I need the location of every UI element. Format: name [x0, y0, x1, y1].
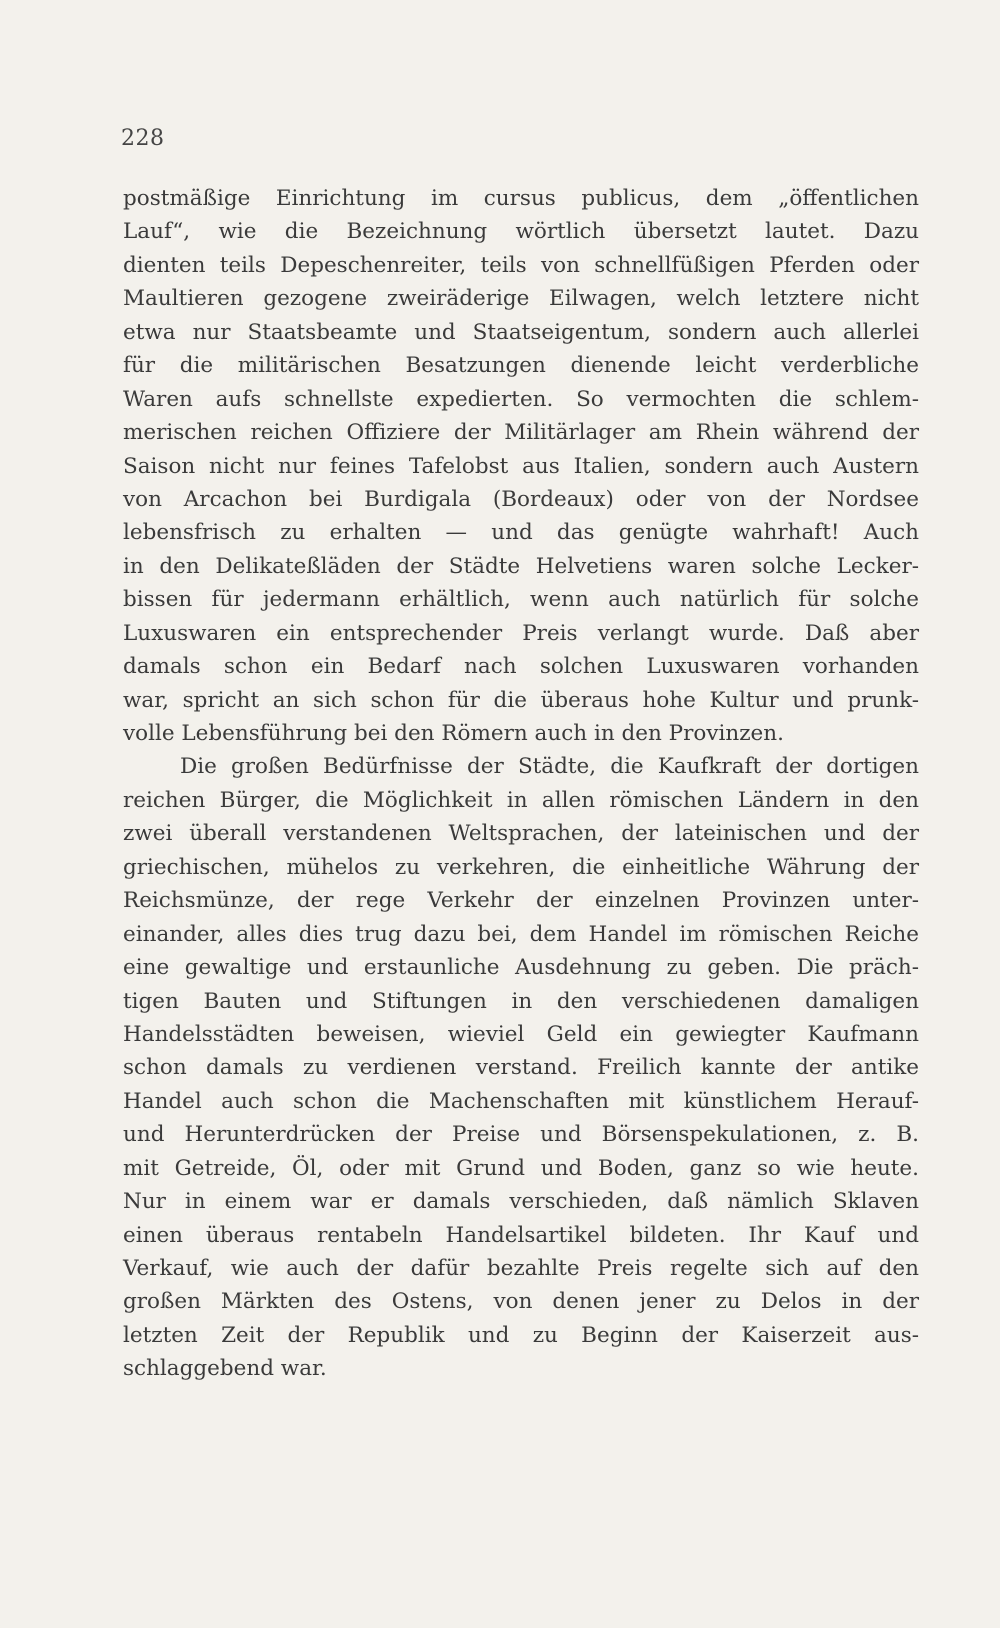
body-text: [123, 182, 919, 1386]
text-line: Verkauf, wie auch der dafür bezahlte Preis regelte sich auf den: [123, 1256, 919, 1281]
page-number: 228: [121, 126, 165, 151]
text-line: Nur in einem war er damals verschieden, daß nämlich Sklaven: [123, 1189, 919, 1215]
text-line: postmäßige Einrichtung im cursus publicus, dem „öffentlichen: [123, 186, 919, 211]
text-line: lebensfrisch zu erhalten — und das genügte wahrhaft! Auch: [123, 520, 919, 546]
text-line: in den Delikateßläden der Städte Helvetiens waren solche Lecker-: [123, 553, 919, 579]
text-line: schlaggebend war.: [123, 1356, 327, 1382]
text-line: Saison nicht nur feines Tafelobst aus Italien, sondern auch Austern: [123, 453, 919, 479]
text-line: dienten teils Depeschenreiter, teils von schnellfüßigen Pferden oder: [123, 252, 919, 278]
text-line: Handelsstädten beweisen, wieviel Geld ein gewiegter Kaufmann: [123, 1021, 919, 1047]
text-line: Lauf“, wie die Bezeichnung wörtlich übersetzt lautet. Dazu: [123, 219, 919, 245]
text-line: letzten Zeit der Republik und zu Beginn der Kaiserzeit aus-: [123, 1322, 919, 1348]
text-line: volle Lebensführung bei den Römern auch in den Provinzen.: [123, 721, 784, 746]
text-line: Luxuswaren ein entsprechender Preis verlangt wurde. Daß aber: [123, 620, 919, 646]
paragraph: [123, 182, 919, 750]
text-line: Handel auch schon die Machenschaften mit künstlichem Herauf-: [123, 1088, 919, 1114]
text-line: damals schon ein Bedarf nach solchen Luxuswaren vorhanden: [123, 654, 919, 680]
text-line: war, spricht an sich schon für die überaus hohe Kultur und prunk-: [123, 687, 919, 713]
text-line: griechischen, mühelos zu verkehren, die einheitliche Währung der: [123, 854, 919, 880]
paragraph: [123, 750, 919, 1385]
text-line: für die militärischen Besatzungen dienende leicht verderbliche: [123, 353, 919, 379]
text-line: großen Märkten des Ostens, von denen jener zu Delos in der: [123, 1289, 919, 1315]
text-line: Reichsmünze, der rege Verkehr der einzelnen Provinzen unter-: [123, 888, 919, 914]
text-line: Die großen Bedürfnisse der Städte, die Kaufkraft der dortigen: [180, 754, 919, 780]
text-line: einander, alles dies trug dazu bei, dem Handel im römischen Reiche: [123, 921, 919, 947]
text-line: bissen für jedermann erhältlich, wenn auch natürlich für solche: [123, 587, 919, 613]
text-line: reichen Bürger, die Möglichkeit in allen römischen Ländern in den: [123, 787, 919, 813]
text-line: von Arcachon bei Burdigala (Bordeaux) oder von der Nordsee: [123, 486, 919, 512]
text-line: schon damals zu verdienen verstand. Freilich kannte der antike: [123, 1055, 919, 1081]
text-line: Waren aufs schnellste expedierten. So vermochten die schlem-: [123, 386, 919, 412]
text-line: zwei überall verstandenen Weltsprachen, der lateinischen und der: [123, 821, 919, 847]
text-line: etwa nur Staatsbeamte und Staatseigentum, sondern auch allerlei: [123, 319, 919, 345]
text-line: Maultieren gezogene zweiräderige Eilwagen, welch letztere nicht: [123, 286, 919, 312]
text-line: und Herunterdrücken der Preise und Börsenspekulationen, z. B.: [123, 1122, 919, 1148]
text-line: merischen reichen Offiziere der Militärlager am Rhein während der: [123, 420, 919, 446]
text-line: eine gewaltige und erstaunliche Ausdehnung zu geben. Die präch-: [123, 955, 919, 981]
text-line: mit Getreide, Öl, oder mit Grund und Boden, ganz so wie heute.: [123, 1155, 919, 1181]
text-line: einen überaus rentabeln Handelsartikel bildeten. Ihr Kauf und: [123, 1222, 919, 1248]
text-line: tigen Bauten und Stiftungen in den verschiedenen damaligen: [123, 988, 919, 1014]
